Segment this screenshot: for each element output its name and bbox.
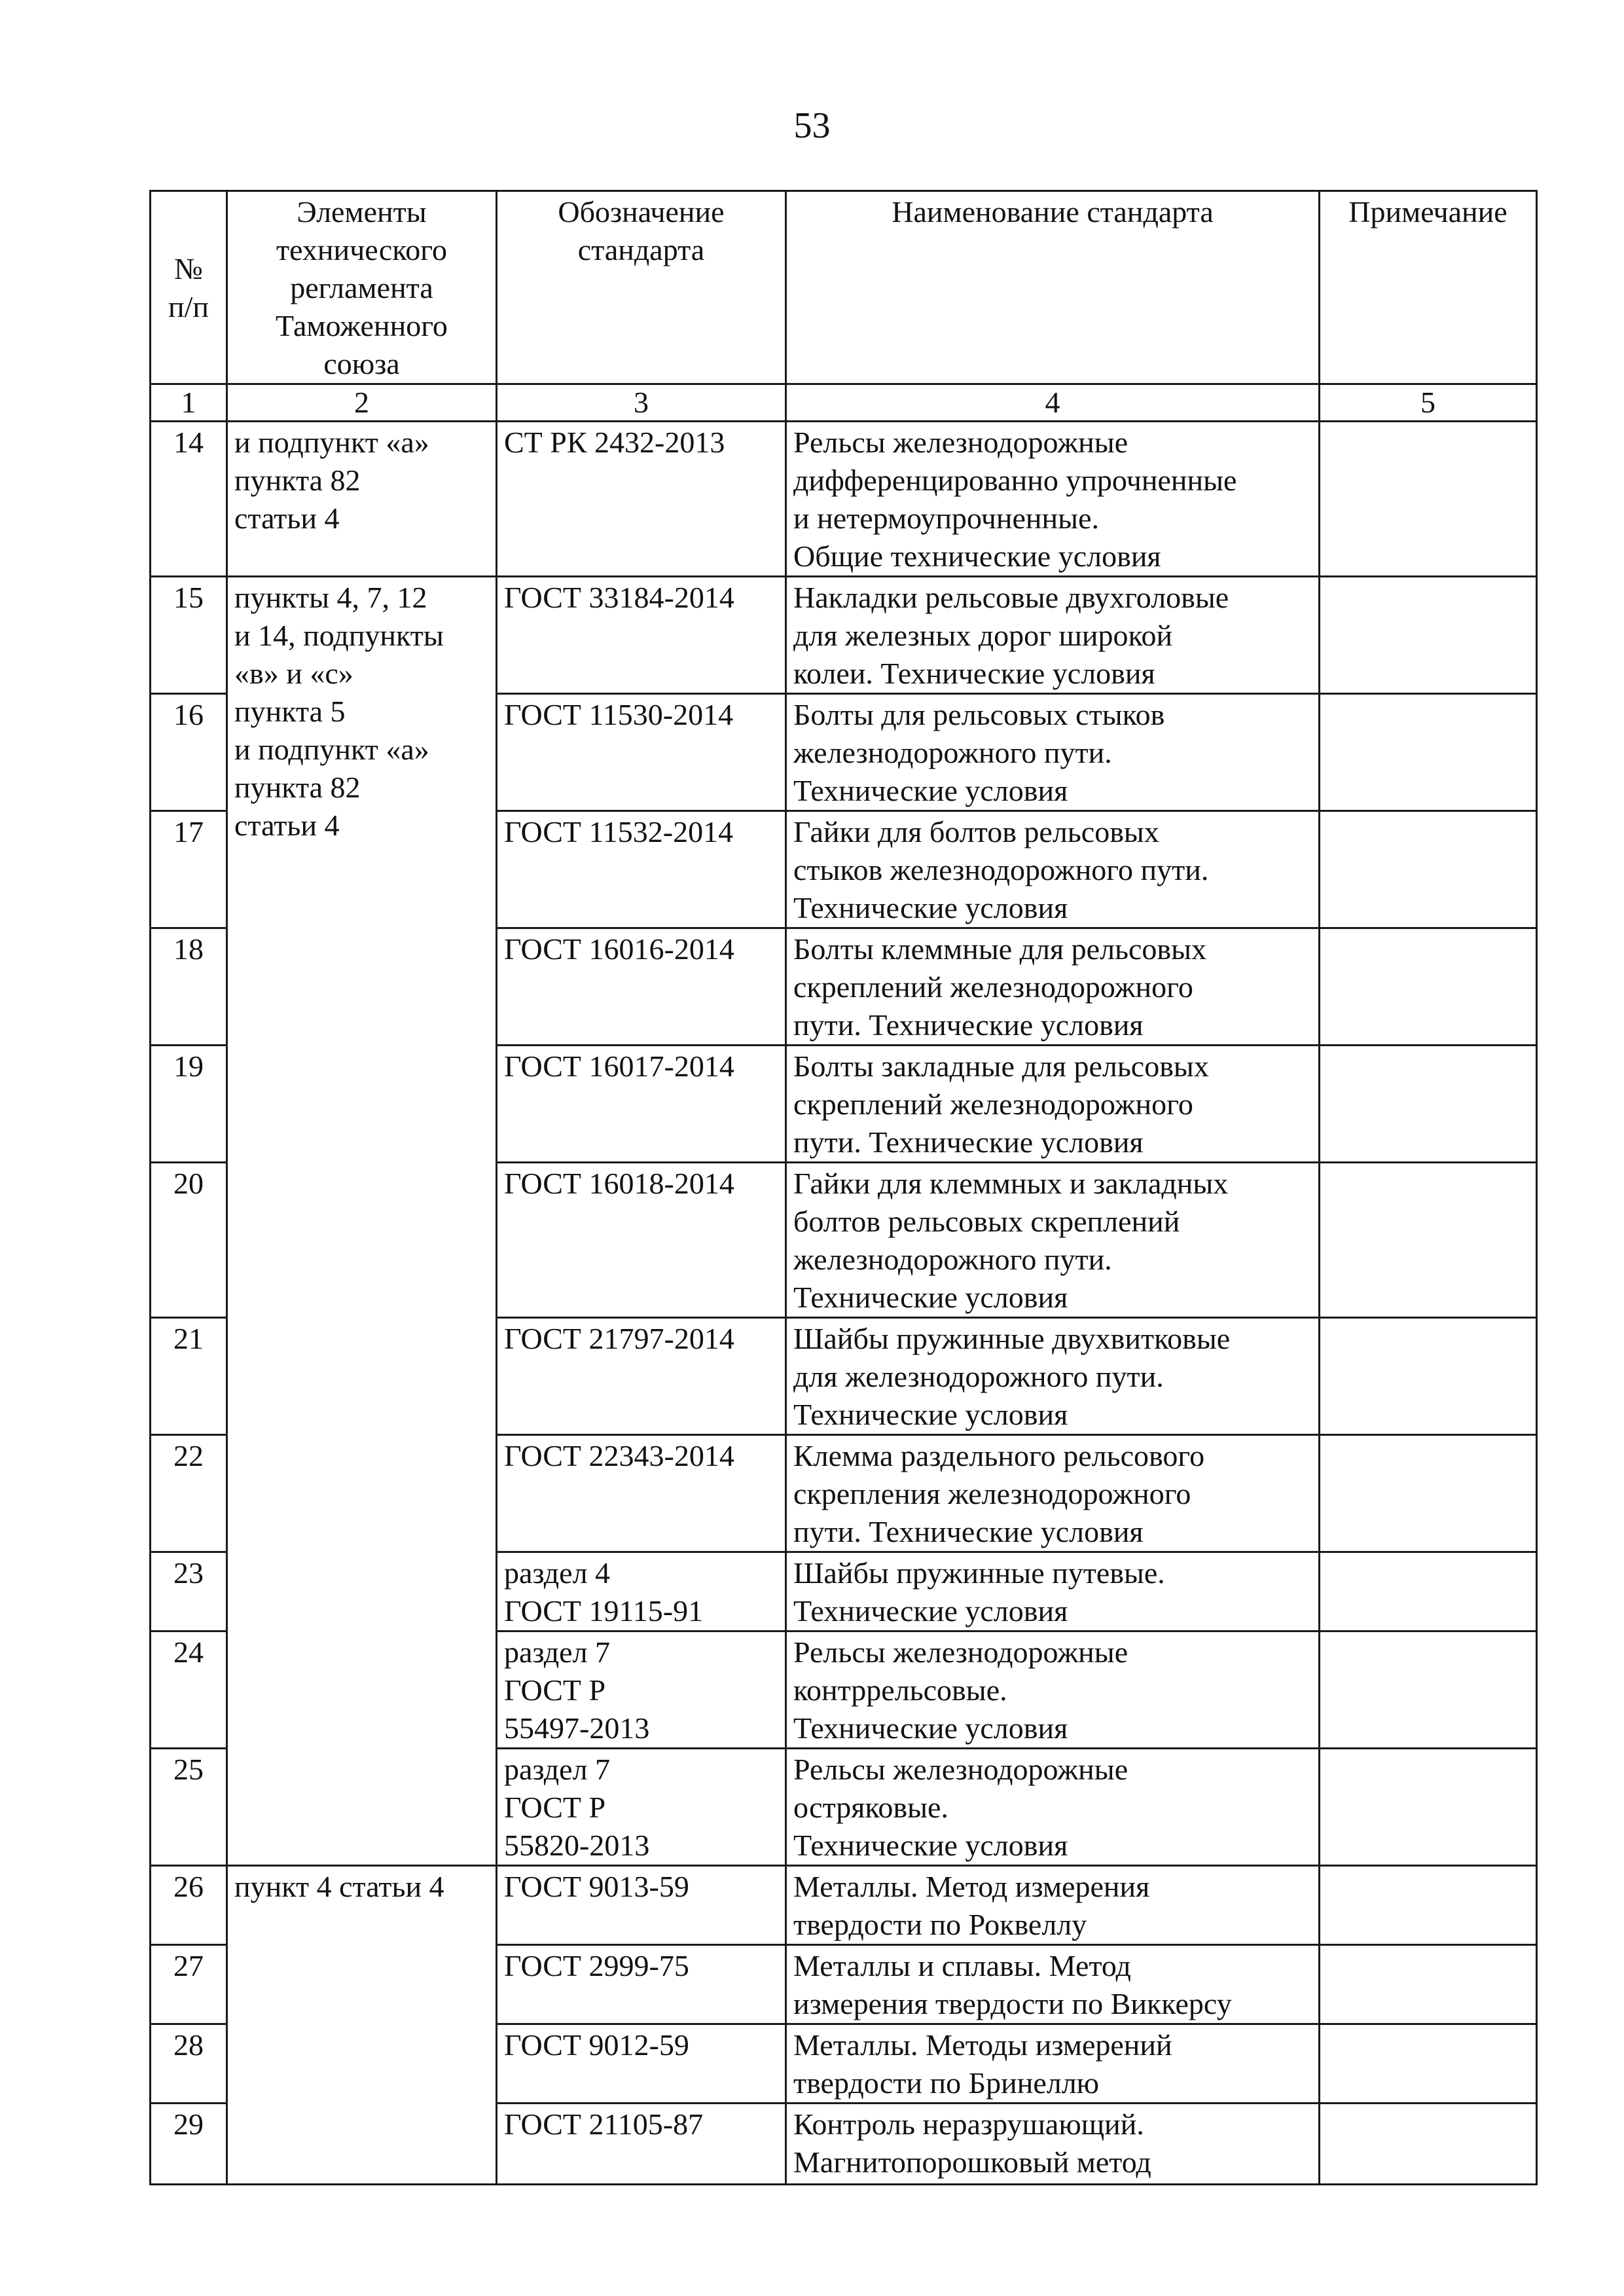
header-note <box>1320 191 1537 384</box>
header-elements <box>227 191 497 384</box>
row-designation: ГОСТ 9013-59 <box>497 1866 786 1945</box>
row-name: Шайбы пружинные путевые. Технические условия <box>786 1552 1320 1631</box>
row-name: Клемма раздельного рельсового скрепления железнодорожного пути. Технические условия <box>786 1435 1320 1552</box>
header-num <box>151 191 227 384</box>
row-name: Рельсы железнодорожные контррельсовые. Технические условия <box>786 1631 1320 1749</box>
column-number: 1 <box>151 384 227 422</box>
table-row <box>151 422 1537 577</box>
row-num: 24 <box>151 1631 227 1749</box>
header-designation <box>497 191 786 384</box>
row-num: 27 <box>151 1945 227 2024</box>
row-designation: ГОСТ 33184-2014 <box>497 577 786 694</box>
row-name: Шайбы пружинные двухвитковые для железнодорожного пути. Технические условия <box>786 1318 1320 1435</box>
row-designation: раздел 4 ГОСТ 19115-91 <box>497 1552 786 1631</box>
row-note <box>1320 2024 1537 2104</box>
row-note <box>1320 694 1537 811</box>
header-name <box>786 191 1320 384</box>
row-note <box>1320 1046 1537 1163</box>
column-number-row <box>151 384 1537 422</box>
row-name: Металлы и сплавы. Метод измерения твердости по Виккерсу <box>786 1945 1320 2024</box>
table-row <box>151 577 1537 694</box>
row-note <box>1320 1631 1537 1749</box>
header-note-text: Примечание <box>1348 195 1507 228</box>
row-elements: и подпункт «а» пункта 82 статьи 4 <box>227 422 497 577</box>
row-name: Накладки рельсовые двухголовые для железных дорог широкой колеи. Технические условия <box>786 577 1320 694</box>
row-note <box>1320 1318 1537 1435</box>
row-name: Металлы. Метод измерения твердости по Роквеллу <box>786 1866 1320 1945</box>
row-num: 21 <box>151 1318 227 1435</box>
row-num: 14 <box>151 422 227 577</box>
row-designation: ГОСТ 16018-2014 <box>497 1163 786 1318</box>
row-name: Металлы. Методы измерений твердости по Бринеллю <box>786 2024 1320 2104</box>
row-num: 15 <box>151 577 227 694</box>
header-row <box>151 191 1537 384</box>
row-name: Гайки для клеммных и закладных болтов рельсовых скреплений железнодорожного пути. Технические условия <box>786 1163 1320 1318</box>
row-designation: ГОСТ 21105-87 <box>497 2104 786 2185</box>
row-num: 17 <box>151 811 227 928</box>
row-note <box>1320 1163 1537 1318</box>
row-note <box>1320 928 1537 1046</box>
row-num: 19 <box>151 1046 227 1163</box>
row-name: Болты для рельсовых стыков железнодорожного пути. Технические условия <box>786 694 1320 811</box>
row-num: 28 <box>151 2024 227 2104</box>
standards-table <box>149 190 1538 2185</box>
page-number: 53 <box>793 105 831 146</box>
row-num: 29 <box>151 2104 227 2185</box>
row-designation: ГОСТ 22343-2014 <box>497 1435 786 1552</box>
header-num-text: № п/п <box>168 252 209 323</box>
row-note <box>1320 811 1537 928</box>
row-name: Рельсы железнодорожные остряковые. Технические условия <box>786 1749 1320 1866</box>
row-designation: ГОСТ 11532-2014 <box>497 811 786 928</box>
row-num: 16 <box>151 694 227 811</box>
row-note <box>1320 1552 1537 1631</box>
column-number: 2 <box>227 384 497 422</box>
row-note <box>1320 1435 1537 1552</box>
row-elements-merged: пункты 4, 7, 12 и 14, подпункты «в» и «с» пункта 5 и подпункт «а» пункта 82 статьи 4 <box>227 577 497 1866</box>
table-row <box>151 1866 1537 1945</box>
row-name: Контроль неразрушающий. Магнитопорошковый метод <box>786 2104 1320 2185</box>
row-note <box>1320 1749 1537 1866</box>
header-name-text: Наименование стандарта <box>892 195 1214 228</box>
row-num: 26 <box>151 1866 227 1945</box>
row-designation: ГОСТ 2999-75 <box>497 1945 786 2024</box>
header-designation-text: Обозначение стандарта <box>558 195 725 266</box>
row-num: 25 <box>151 1749 227 1866</box>
header-elements-text: Элементы технического регламента Таможенного союза <box>276 195 448 380</box>
column-number: 4 <box>786 384 1320 422</box>
row-num: 23 <box>151 1552 227 1631</box>
row-elements-merged: пункт 4 статьи 4 <box>227 1866 497 2185</box>
row-num: 22 <box>151 1435 227 1552</box>
row-note <box>1320 1866 1537 1945</box>
row-name: Болты закладные для рельсовых скреплений железнодорожного пути. Технические условия <box>786 1046 1320 1163</box>
row-num: 18 <box>151 928 227 1046</box>
row-designation: ГОСТ 21797-2014 <box>497 1318 786 1435</box>
row-name: Рельсы железнодорожные дифференцированно упрочненные и нетермоупрочненные. Общие технические условия <box>786 422 1320 577</box>
row-designation: ГОСТ 16016-2014 <box>497 928 786 1046</box>
row-note <box>1320 422 1537 577</box>
row-designation: СТ РК 2432-2013 <box>497 422 786 577</box>
row-num: 20 <box>151 1163 227 1318</box>
row-designation: ГОСТ 9012-59 <box>497 2024 786 2104</box>
row-name: Болты клеммные для рельсовых скреплений железнодорожного пути. Технические условия <box>786 928 1320 1046</box>
row-note <box>1320 1945 1537 2024</box>
column-number: 3 <box>497 384 786 422</box>
column-number: 5 <box>1320 384 1537 422</box>
row-designation: ГОСТ 16017-2014 <box>497 1046 786 1163</box>
row-name: Гайки для болтов рельсовых стыков железнодорожного пути. Технические условия <box>786 811 1320 928</box>
row-designation: раздел 7 ГОСТ Р 55497-2013 <box>497 1631 786 1749</box>
row-note <box>1320 2104 1537 2185</box>
row-designation: ГОСТ 11530-2014 <box>497 694 786 811</box>
row-designation: раздел 7 ГОСТ Р 55820-2013 <box>497 1749 786 1866</box>
row-note <box>1320 577 1537 694</box>
